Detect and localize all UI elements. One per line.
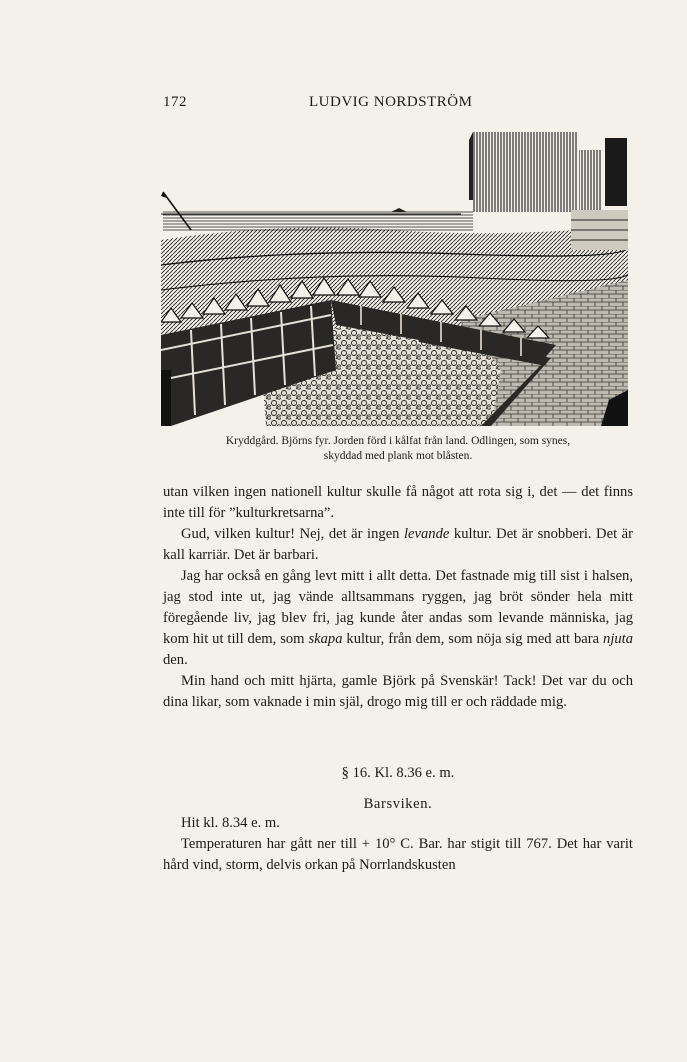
figure-caption — [163, 434, 633, 464]
body-text — [163, 482, 633, 713]
paragraph-3-a: Jag har också en gång levt mitt i allt detta. Det fastnade mig till sist i halsen, jag stod inte ut, jag vände alltsammans ryggen, jag bröt sönder hela mitt föregående liv, jag blev fri, jag kunde åter andas som levande människa, jag kom hit ut till dem, som — [163, 568, 633, 647]
paragraph-3 — [163, 566, 633, 671]
section-heading: § 16. Kl. 8.36 e. m. — [341, 765, 455, 781]
running-head-author: LUDVIG NORDSTRÖM — [309, 94, 473, 110]
paragraph-2 — [163, 524, 633, 566]
page-number: 172 — [163, 94, 187, 110]
place-heading: Barsviken. — [363, 796, 433, 812]
emphasis-skapa: skapa — [308, 631, 343, 647]
paragraph-1: utan vilken ingen nationell kultur skulle få något att rota sig i, det — det finns inte till för ”kulturkretsarna”. — [163, 484, 633, 521]
emphasis-levande: levande — [404, 526, 450, 542]
body-text-2 — [163, 813, 633, 876]
paragraph-2-b: kultur. Det är snobberi. Det är kall karriär. Det är barbari. — [163, 526, 633, 563]
paragraph-2-a: Gud, vilken kultur! Nej, det är ingen — [181, 526, 404, 542]
paragraph-4: Min hand och mitt hjärta, gamle Björk på Svenskär! Tack! Det var du och dina likar, som vaknade i min själ, drogo mig till er och räddade mig. — [163, 673, 633, 710]
paragraph-3-c: den. — [163, 652, 188, 668]
paragraph-6: Temperaturen har gått ner till + 10° C. Bar. har stigit till 767. Det har varit hård vind, storm, delvis orkan på Norrlandskusten — [163, 836, 633, 873]
caption-line-2: skyddad med plank mot blåsten. — [323, 450, 473, 462]
paragraph-5: Hit kl. 8.34 e. m. — [181, 815, 280, 831]
paragraph-3-b: kultur, från dem, som nöja sig med att bara — [342, 631, 604, 647]
caption-line-1: Kryddgård. Björns fyr. Jorden förd i kålfat från land. Odlingen, som synes, — [225, 435, 571, 447]
illustration-herb-garden — [161, 130, 628, 426]
emphasis-njuta: njuta — [603, 631, 634, 647]
